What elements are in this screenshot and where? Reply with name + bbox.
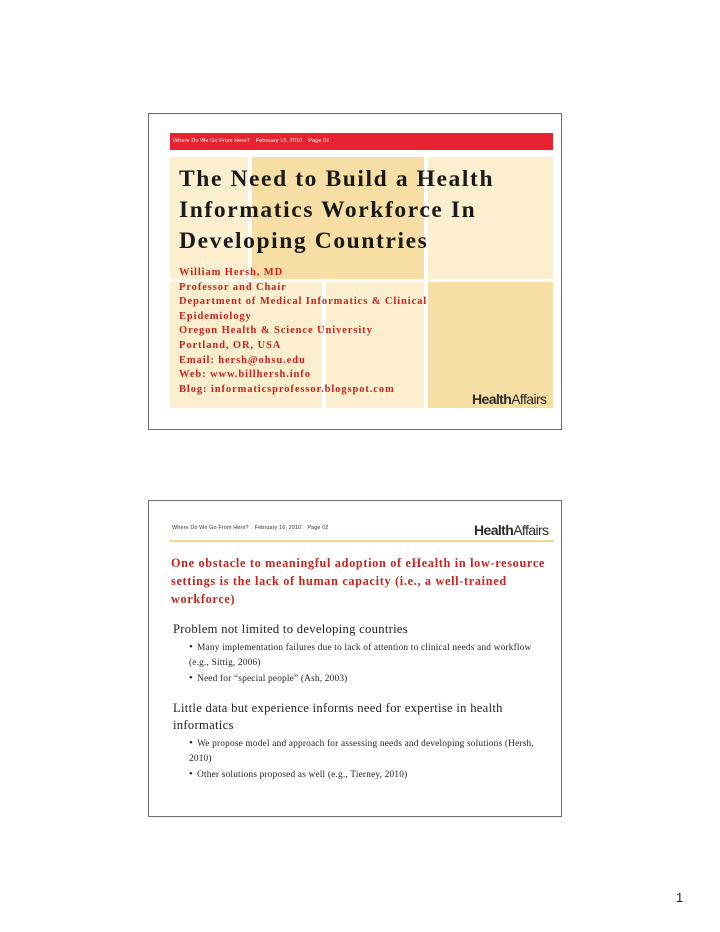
header-page: Page 02: [307, 525, 329, 531]
author-department-cont: Epidemiology: [179, 310, 252, 322]
bullet-item: • Many implementation failures due to lack of attention to clinical needs and workflow (e.g., Sittig, 2006): [189, 640, 553, 671]
author-email: Email: hersh@ohsu.edu: [179, 354, 306, 366]
slide-1: [148, 113, 562, 430]
header-page: Page 01: [308, 138, 330, 144]
health-affairs-logo: HealthAffairs: [472, 391, 547, 407]
bullet-list: [189, 736, 553, 783]
slide-2: [148, 500, 562, 817]
header-title: Where Do We Go From Here?: [173, 138, 250, 144]
slide-title: The Need to Build a Health Informatics Workforce In Developing Countries: [179, 166, 495, 254]
author-web: Web: www.billhersh.info: [179, 369, 311, 381]
bullet-item: • Need for “special people” (Ash, 2003): [189, 671, 553, 687]
bullet-item: • Other solutions proposed as well (e.g., Tierney, 2010): [189, 767, 553, 783]
section-heading: Little data but experience informs need for expertise in health informatics: [173, 701, 503, 732]
author-name: William Hersh, MD: [179, 267, 284, 278]
content-section: [173, 621, 553, 687]
header-date: February 16, 2010: [255, 138, 303, 144]
author-info: [179, 266, 539, 397]
bullet-item: • We propose model and approach for assessing needs and developing solutions (Hersh, 2010): [189, 736, 553, 767]
content-section: [173, 700, 553, 783]
slide-title: One obstacle to meaningful adoption of eHealth in low-resource settings is the lack of human capacity (i.e., a well-trained workforce): [171, 556, 546, 606]
author-institution: Oregon Health & Science University: [179, 325, 373, 337]
slide-header: [173, 138, 336, 144]
bullet-list: [189, 640, 553, 687]
header-date: February 16, 2010: [254, 525, 302, 531]
header-title: Where Do We Go From Here?: [172, 525, 249, 531]
page-number: 1: [676, 890, 684, 905]
author-blog: Blog: informaticsprofessor.blogspot.com: [179, 383, 395, 395]
section-heading: Problem not limited to developing countries: [173, 622, 409, 636]
author-location: Portland, OR, USA: [179, 339, 282, 351]
slide-header: [172, 525, 335, 531]
header-rule: [169, 540, 554, 542]
author-role: Professor and Chair: [179, 281, 287, 293]
author-department: Department of Medical Informatics & Clinical: [179, 296, 428, 308]
health-affairs-logo: HealthAffairs: [474, 522, 549, 538]
